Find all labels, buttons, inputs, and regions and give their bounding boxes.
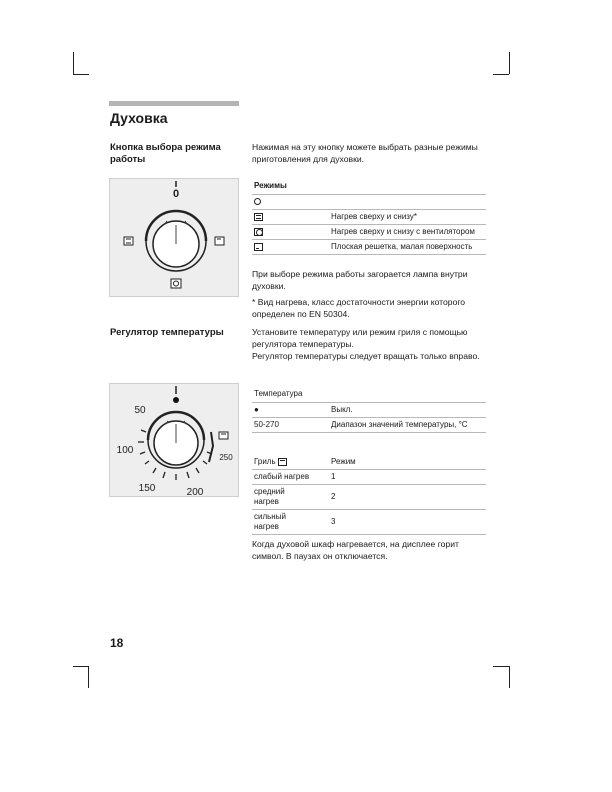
crop-mark [73,74,89,75]
dial-label-50: 50 [134,405,146,416]
top-bottom-heat-icon [254,213,263,221]
closing-note: Когда духовой шкаф нагревается, на дисплее горит символ. В паузах он отключается. [252,539,459,561]
crop-mark [88,666,89,688]
table-row [252,194,486,209]
grill-icon [219,432,228,439]
dial-label-250: 250 [219,453,233,462]
crop-mark [493,74,509,75]
mode-dial-zero-label: 0 [172,188,180,200]
mode-intro-text: Нажимая на эту кнопку можете выбрать разные режимы приготовления для духовки. [252,142,478,164]
table-row: Плоская решетка, малая поверхность [252,239,486,255]
dial-label-150: 150 [138,483,156,494]
temperature-dial-illustration [109,383,239,497]
table-row: средний нагрев 2 [252,484,486,509]
temp-intro-text: Установите температуру или режим гриля с помощью регулятора температуры. Регулятор температуры следует вращать только вправо. [252,327,480,361]
dial-label-200: 200 [186,487,204,498]
crop-mark [509,666,510,688]
table-row: 50-270 Диапазон значений температуры, °C [252,417,486,433]
dial-label-100: 100 [116,445,134,456]
table-row: сильный нагрев 3 [252,509,486,535]
temperature-table [252,386,486,433]
lamp-note: При выборе режима работы загорается лампа внутри духовки. [252,269,468,291]
fan-heat-icon [254,228,263,236]
grill-table-header: Гриль Режим [254,457,356,466]
mode-section-label: Кнопка выбора режима работы [110,142,221,165]
table-row: Нагрев сверху и снизу с вентилятором [252,224,486,239]
table-row: Нагрев сверху и снизу* [252,209,486,224]
grill-table [252,455,486,535]
crop-mark [73,666,89,667]
table-row: слабый нагрев 1 [252,469,486,484]
circle-icon [254,198,261,205]
page-title: Духовка [110,110,168,126]
crop-mark [493,666,509,667]
table-row: ● Выкл. [252,402,486,417]
low-heat-icon [215,237,224,245]
top-bottom-heat-icon [124,237,133,245]
temp-section-label: Регулятор температуры [110,327,224,338]
energy-footnote: * Вид нагрева, класс достаточности энергии которого определен по EN 50304. [252,297,466,319]
modes-table [252,178,486,255]
modes-table-header: Режимы [254,181,287,190]
temperature-table-header: Температура [254,389,303,398]
low-heat-icon [254,243,263,251]
crop-mark [509,52,510,74]
grill-icon [278,458,287,466]
fan-heat-icon [171,279,181,288]
page-number: 18 [110,636,124,650]
section-bar [109,101,239,106]
mode-dial-illustration [109,178,239,297]
crop-mark [73,52,74,74]
